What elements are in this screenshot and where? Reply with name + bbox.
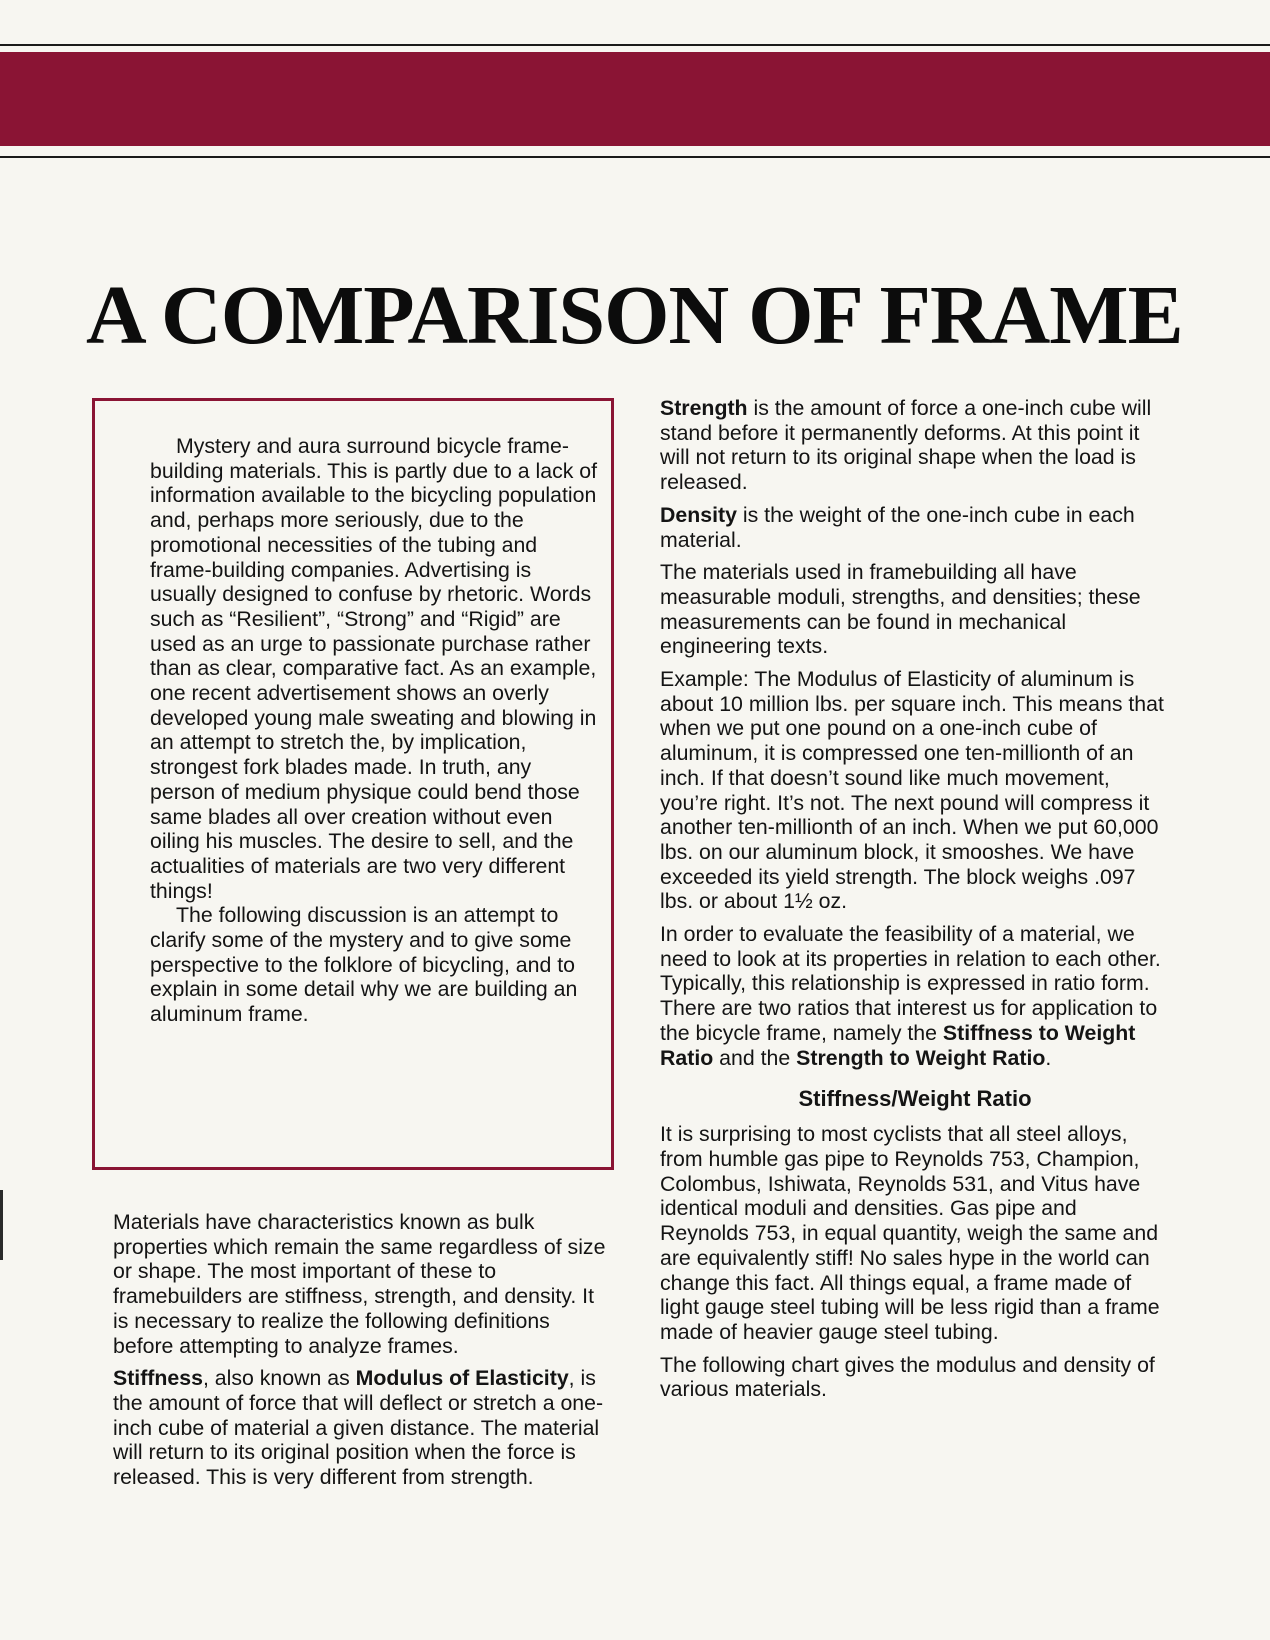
density-term: Density [660,502,737,527]
page-title: A COMPARISON OF FRAME [86,269,1183,362]
strength-rest: is the amount of force a one-inch cube will stand before it permanently deforms. At this point it will not return to its original shape when the load is released. [660,396,1152,495]
intro-paragraph-2: The following discussion is an attempt to clarify some of the mystery and to give some perspective to the folklore of bicycling, and to explain in some detail why we are building an aluminum frame. [150,903,578,1027]
evaluate-text: In order to evaluate the feasibility of a material, we need to look at its properties in relation to each other. Typically, this relationship is expressed in ratio form. There are two ratios that interest us for application to the bicycle frame, namely the [660,922,1161,1045]
strength-paragraph [660,396,1170,495]
and-text: and the [713,1045,797,1070]
top-rule [0,44,1270,46]
density-rest: is the weight of the one-inch cube in each material. [660,502,1135,552]
chart-intro-paragraph: The following chart gives the modulus and density of various materials. [660,1352,1155,1402]
evaluate-paragraph [660,922,1170,1070]
header-banner [0,52,1270,146]
period-text: . [1045,1045,1052,1070]
right-column [660,396,1170,1410]
materials-paragraph: The materials used in framebuilding all have measurable moduli, strengths, and densities; these measurements can be found in mechanical engineering texts. [660,560,1141,659]
stiffness-paragraph [113,1366,613,1490]
stiffness-rest: , is the amount of force that will deflect or stretch a one-inch cube of material a given distance. The material will return to its original position when the force is released. This is very different from strength. [113,1366,604,1490]
modulus-term: Modulus of Elasticity [355,1366,569,1391]
stiffness-term: Stiffness [113,1366,203,1391]
example-paragraph: Example: The Modulus of Elasticity of aluminum is about 10 million lbs. per square inch. This means that when we put one pound on a one-inch cube of aluminum, it is compressed one ten-millionth of an inch. If that doesn’t sound like much movement, you’re right. It’s not. The next pound will compress it another ten-millionth of an inch. When we put 60,000 lbs. on our aluminum block, it smooshes. We have exceeded its yield strength. The block weighs .097 lbs. or about 1½ oz. [660,667,1164,914]
intro-paragraph-1: Mystery and aura surround bicycle frame-building materials. This is partly due to a lack of information available to the bicycling population and, perhaps more seriously, due to the promotional necessities of the tubing and frame-building companies. Advertising is usually designed to confuse by rhetoric. Words such as “Resilient”, “Strong” and “Rigid” are used as an urge to passionate purchase rather than as clear, comparative fact. As an example, one recent advertisement shows an overly developed young male sweating and blowing in an attempt to stretch the, by implication, strongest fork blades made. In truth, any person of medium physique could bend those same blades all over creation without even oiling his muscles. The desire to sell, and the actualities of materials are two very different things! [150,434,598,903]
stiffness-weight-subheading: Stiffness/Weight Ratio [798,1086,1032,1112]
strength-term: Strength [660,396,748,420]
stiffness-weight-term: Stiffness to Weight Ratio [660,1020,1136,1070]
bottom-rule [0,156,1270,158]
scan-edge-mark [0,1190,3,1260]
steel-paragraph: It is surprising to most cyclists that all steel alloys, from humble gas pipe to Reynolds 753, Champion, Colombus, Ishiwata, Reynolds 531, and Vitus have identical moduli and densities. Gas pipe and Reynolds 753, in equal quantity, weigh the same and are equivalently stiff! No sales hype in the world can change this fact. All things equal, a frame made of light gauge steel tubing will be less rigid than a frame made of heavier gauge steel tubing. [660,1122,1160,1344]
left-column [113,1210,613,1498]
intro-text [150,434,600,1027]
bulk-properties-paragraph: Materials have characteristics known as bulk properties which remain the same regardless of size or shape. The most important of these to framebuilders are stiffness, strength, and density. It is necessary to realize the following definitions before attempting to analyze frames. [113,1210,606,1358]
strength-weight-term: Strength to Weight Ratio [796,1045,1046,1070]
density-paragraph [660,503,1170,552]
stiffness-mid: , also known as [202,1366,356,1391]
